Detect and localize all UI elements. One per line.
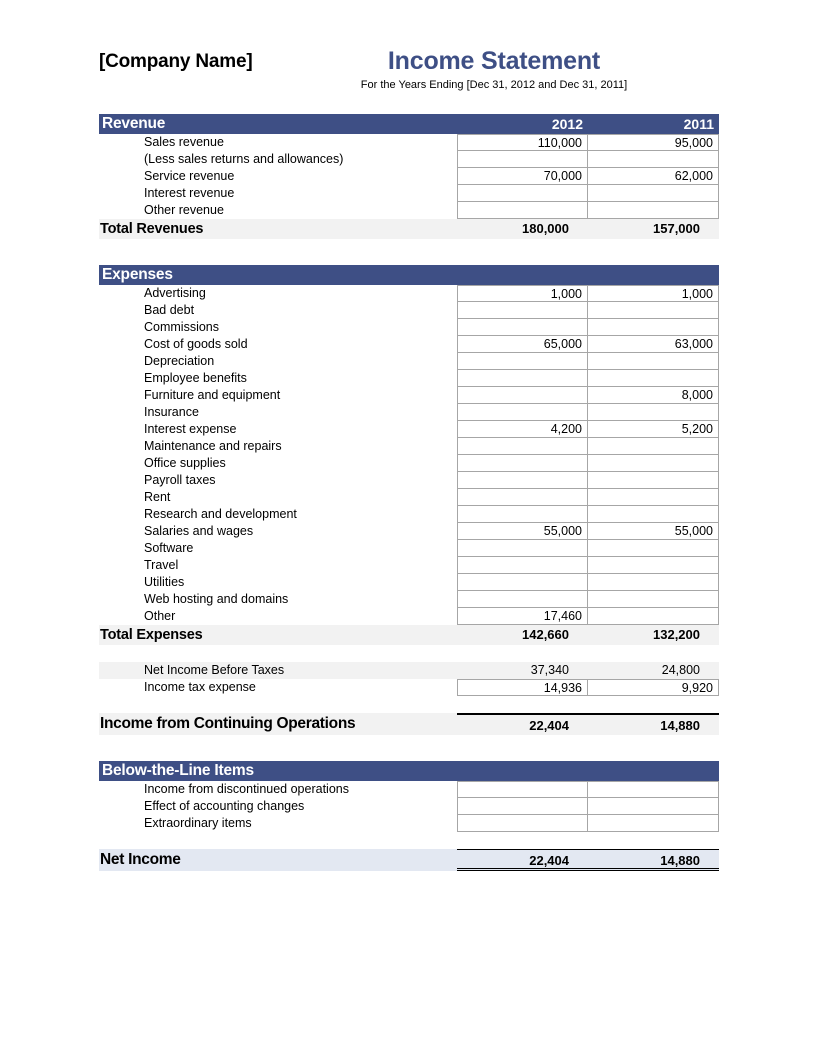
value-2012[interactable] xyxy=(457,302,588,319)
value-2011[interactable] xyxy=(588,302,719,319)
line-item-label: Commissions xyxy=(144,320,220,334)
net-income-before-taxes-2011: 24,800 xyxy=(661,663,700,677)
line-item-label: Effect of accounting changes xyxy=(144,799,305,813)
spacer xyxy=(99,645,719,662)
total-expenses-row xyxy=(99,625,719,645)
line-item-label: Interest revenue xyxy=(144,186,235,200)
value-2011[interactable] xyxy=(588,557,719,574)
revenue-section-label: Revenue xyxy=(102,115,166,132)
line-item-label: Extraordinary items xyxy=(144,816,252,830)
section-expenses xyxy=(99,265,719,645)
value-2012[interactable] xyxy=(457,370,588,387)
value-2011[interactable] xyxy=(588,370,719,387)
spacer xyxy=(99,239,719,256)
value-2012[interactable] xyxy=(457,353,588,370)
continuing-operations-row xyxy=(99,713,719,735)
line-item-label: (Less sales returns and allowances) xyxy=(144,152,344,166)
table-row[interactable] xyxy=(99,574,719,591)
line-item-label: Interest expense xyxy=(144,422,237,436)
table-row[interactable] xyxy=(99,404,719,421)
value-2012[interactable] xyxy=(457,815,588,832)
table-row[interactable] xyxy=(99,438,719,455)
value-2011[interactable] xyxy=(588,185,719,202)
value-2011[interactable] xyxy=(588,202,719,219)
value-2012[interactable]: 70,000 xyxy=(457,168,588,185)
table-row[interactable] xyxy=(99,608,719,625)
value-2012[interactable] xyxy=(457,798,588,815)
table-row[interactable] xyxy=(99,202,719,219)
net-income-label: Net Income xyxy=(100,851,181,868)
continuing-operations-2011: 14,880 xyxy=(588,713,719,735)
value-2011[interactable] xyxy=(588,574,719,591)
net-income-row xyxy=(99,849,719,871)
section-pretax xyxy=(99,662,719,735)
net-income-before-taxes-label: Net Income Before Taxes xyxy=(144,663,285,677)
line-item-label: Other xyxy=(144,609,176,623)
table-row[interactable] xyxy=(99,285,719,302)
value-2012[interactable] xyxy=(457,185,588,202)
line-item-label: Software xyxy=(144,541,194,555)
value-2012[interactable]: 17,460 xyxy=(457,608,588,625)
section-below-the-line xyxy=(99,761,719,832)
expenses-header-row xyxy=(99,265,719,285)
value-2012[interactable]: 1,000 xyxy=(457,285,588,302)
table-row[interactable] xyxy=(99,168,719,185)
value-2012[interactable] xyxy=(457,557,588,574)
line-item-label: Depreciation xyxy=(144,354,215,368)
table-row[interactable] xyxy=(99,472,719,489)
value-2012[interactable] xyxy=(457,404,588,421)
value-2011[interactable]: 1,000 xyxy=(588,285,719,302)
income-tax-expense-2011[interactable]: 9,920 xyxy=(588,679,719,696)
table-row[interactable] xyxy=(99,523,719,540)
line-item-label: Salaries and wages xyxy=(144,524,254,538)
value-2011[interactable] xyxy=(588,608,719,625)
expenses-section-label: Expenses xyxy=(102,266,173,283)
line-item-label: Office supplies xyxy=(144,456,226,470)
section-revenue xyxy=(99,114,719,239)
value-2011[interactable]: 95,000 xyxy=(588,134,719,151)
line-item-label: Service revenue xyxy=(144,169,235,183)
table-row[interactable] xyxy=(99,387,719,404)
value-2012[interactable] xyxy=(457,202,588,219)
revenue-header-row xyxy=(99,114,719,134)
table-row[interactable] xyxy=(99,134,719,151)
value-2011[interactable]: 63,000 xyxy=(588,336,719,353)
value-2011[interactable] xyxy=(588,506,719,523)
value-2011[interactable] xyxy=(588,472,719,489)
total-revenues-2011: 157,000 xyxy=(653,221,700,236)
table-row[interactable] xyxy=(99,798,719,815)
table-row[interactable] xyxy=(99,455,719,472)
total-revenues-2012: 180,000 xyxy=(522,221,569,236)
table-row[interactable] xyxy=(99,540,719,557)
spacer xyxy=(99,752,719,761)
line-item-label: Research and development xyxy=(144,507,297,521)
table-row[interactable] xyxy=(99,421,719,438)
column-header-2012: 2012 xyxy=(551,116,583,132)
line-item-label: Utilities xyxy=(144,575,185,589)
table-row[interactable] xyxy=(99,353,719,370)
net-income-2012: 22,404 xyxy=(457,849,588,871)
column-header-2011: 2011 xyxy=(683,116,714,132)
value-2011[interactable] xyxy=(588,455,719,472)
income-tax-expense-label: Income tax expense xyxy=(144,680,256,694)
table-row[interactable] xyxy=(99,506,719,523)
company-name[interactable]: [Company Name] xyxy=(99,51,253,72)
value-2011[interactable] xyxy=(588,319,719,336)
table-row[interactable] xyxy=(99,336,719,353)
table-row[interactable] xyxy=(99,591,719,608)
value-2012[interactable] xyxy=(457,574,588,591)
spacer xyxy=(99,735,719,752)
expenses-col-blank-2012 xyxy=(457,265,588,285)
total-revenues-row xyxy=(99,219,719,239)
table-row[interactable] xyxy=(99,815,719,832)
total-expenses-2011: 132,200 xyxy=(653,627,700,642)
page-title: Income Statement xyxy=(387,47,601,75)
line-item-label: Furniture and equipment xyxy=(144,388,281,402)
value-2011[interactable]: 55,000 xyxy=(588,523,719,540)
table-row[interactable] xyxy=(99,319,719,336)
expenses-col-blank-2011 xyxy=(588,265,719,285)
value-2011[interactable] xyxy=(588,781,719,798)
value-2012[interactable] xyxy=(457,438,588,455)
below-the-line-col-blank-2012 xyxy=(457,761,588,781)
line-item-label: Other revenue xyxy=(144,203,224,217)
line-item-label: Income from discontinued operations xyxy=(144,782,349,796)
page-subtitle[interactable]: For the Years Ending [Dec 31, 2012 and Dec 31, 2011] xyxy=(360,79,628,91)
value-2011[interactable]: 62,000 xyxy=(588,168,719,185)
income-tax-expense-row[interactable] xyxy=(99,679,719,696)
value-2011[interactable] xyxy=(588,489,719,506)
net-income-before-taxes-row xyxy=(99,662,719,679)
below-the-line-col-blank-2011 xyxy=(588,761,719,781)
table-row[interactable] xyxy=(99,370,719,387)
value-2011[interactable] xyxy=(588,438,719,455)
line-item-label: Maintenance and repairs xyxy=(144,439,282,453)
income-tax-expense-2012[interactable]: 14,936 xyxy=(457,679,588,696)
spacer xyxy=(99,832,719,849)
value-2011[interactable] xyxy=(588,798,719,815)
value-2011[interactable] xyxy=(588,151,719,168)
value-2012[interactable] xyxy=(457,387,588,404)
title-block xyxy=(269,46,719,92)
value-2011[interactable] xyxy=(588,540,719,557)
value-2011[interactable] xyxy=(588,353,719,370)
continuing-operations-2012: 22,404 xyxy=(457,713,588,735)
total-expenses-2012: 142,660 xyxy=(522,627,569,642)
value-2011[interactable]: 8,000 xyxy=(588,387,719,404)
below-the-line-section-label: Below-the-Line Items xyxy=(102,762,254,779)
value-2012[interactable] xyxy=(457,151,588,168)
line-item-label: Web hosting and domains xyxy=(144,592,289,606)
table-row[interactable] xyxy=(99,489,719,506)
table-row[interactable] xyxy=(99,302,719,319)
line-item-label: Rent xyxy=(144,490,171,504)
value-2012[interactable] xyxy=(457,472,588,489)
table-row[interactable] xyxy=(99,557,719,574)
value-2011[interactable] xyxy=(588,591,719,608)
line-item-label: Advertising xyxy=(144,286,206,300)
value-2012[interactable] xyxy=(457,455,588,472)
spacer xyxy=(99,256,719,265)
total-revenues-label: Total Revenues xyxy=(100,221,204,237)
net-income-2011: 14,880 xyxy=(588,849,719,871)
document-header xyxy=(99,46,719,108)
value-2012[interactable] xyxy=(457,781,588,798)
line-item-label: Insurance xyxy=(144,405,199,419)
value-2012[interactable]: 55,000 xyxy=(457,523,588,540)
table-row[interactable] xyxy=(99,185,719,202)
value-2012[interactable]: 65,000 xyxy=(457,336,588,353)
value-2011[interactable] xyxy=(588,404,719,421)
table-row[interactable] xyxy=(99,151,719,168)
net-income-before-taxes-2012: 37,340 xyxy=(530,663,569,677)
value-2012[interactable] xyxy=(457,506,588,523)
spacer xyxy=(99,696,719,713)
line-item-label: Travel xyxy=(144,558,179,572)
line-item-label: Payroll taxes xyxy=(144,473,216,487)
table-row[interactable] xyxy=(99,781,719,798)
value-2012[interactable] xyxy=(457,540,588,557)
below-the-line-header-row xyxy=(99,761,719,781)
value-2011[interactable] xyxy=(588,815,719,832)
line-item-label: Cost of goods sold xyxy=(144,337,248,351)
continuing-operations-label: Income from Continuing Operations xyxy=(100,715,356,732)
line-item-label: Employee benefits xyxy=(144,371,247,385)
total-expenses-label: Total Expenses xyxy=(100,627,203,643)
value-2012[interactable] xyxy=(457,489,588,506)
value-2012[interactable]: 110,000 xyxy=(457,134,588,151)
line-item-label: Sales revenue xyxy=(144,135,224,149)
value-2011[interactable]: 5,200 xyxy=(588,421,719,438)
value-2012[interactable]: 4,200 xyxy=(457,421,588,438)
value-2012[interactable] xyxy=(457,591,588,608)
value-2012[interactable] xyxy=(457,319,588,336)
statement-table xyxy=(99,114,719,871)
line-item-label: Bad debt xyxy=(144,303,195,317)
